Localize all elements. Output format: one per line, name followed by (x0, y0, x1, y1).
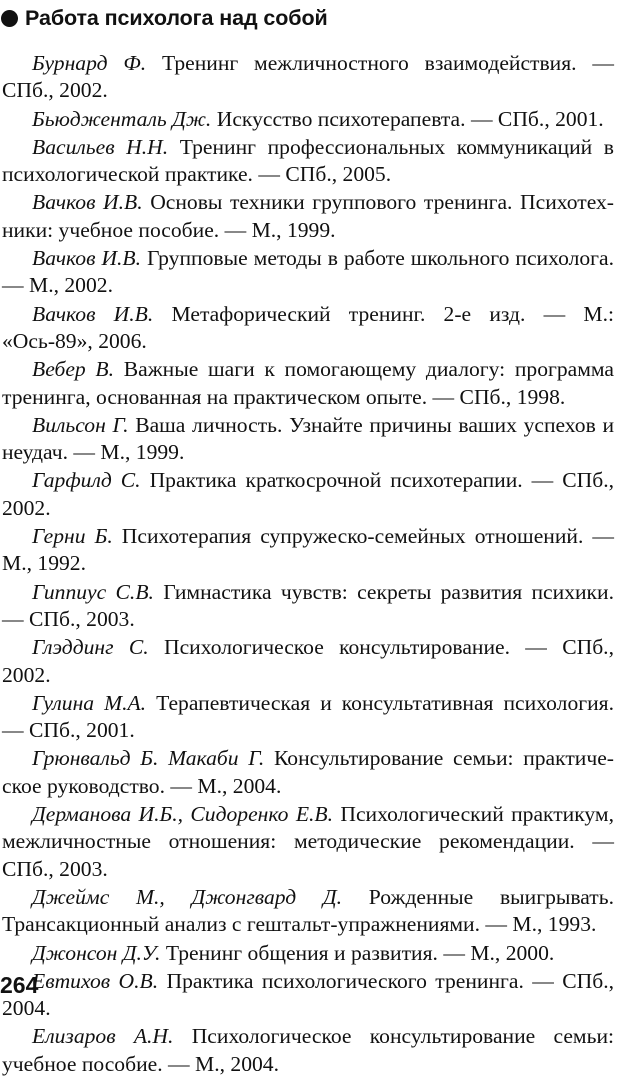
reference-list (2, 50, 614, 1079)
reference-author: Вачков И.В. (32, 246, 142, 271)
reference-entry (2, 523, 614, 578)
header-title: Работа психолога над собой (25, 5, 328, 30)
reference-entry (2, 412, 614, 467)
reference-entry (2, 745, 614, 800)
reference-entry (2, 940, 614, 967)
reference-entry (2, 579, 614, 634)
page-number: 264 (0, 972, 39, 998)
reference-entry (2, 884, 614, 939)
reference-author: Бьюдженталь Дж. (32, 106, 212, 131)
reference-entry (2, 356, 614, 411)
reference-author: Вильсон Г. (32, 412, 129, 437)
reference-author: Герни Б. (32, 524, 113, 549)
reference-text: Искусство психотерапевта. — СПб., 2001. (216, 106, 604, 131)
reference-text: Психотерапия супружеско-семейных отношений. — М., 1992. (2, 524, 614, 576)
reference-entry (2, 50, 614, 105)
reference-text: Тренинг профессиональных коммуникаций в психологической практике. — СПб., 2005. (2, 134, 614, 187)
reference-text: Консультирование семьи: практическое руководство. — М., 2004. (2, 746, 614, 798)
reference-entry (2, 634, 614, 689)
reference-text: Практика краткосрочной психотерапии. — СПб., 2002. (2, 468, 614, 520)
reference-text: Тренинг межличностного взаимодействия. — СПб., 2002. (2, 51, 614, 103)
reference-author: Вачков И.В. (32, 301, 154, 326)
reference-text: Основы техники группового тренинга. Психотехники: учебное пособие. — М., 1999. (2, 190, 614, 242)
reference-author: Бурнард Ф. (32, 51, 147, 75)
reference-author: Джеймс М., Джонгвард Д. (32, 884, 343, 909)
reference-text: Психологическое консультирование. — СПб., 2002. (2, 635, 614, 687)
reference-author: Дерманова И.Б., Сидоренко Е.В. (32, 802, 334, 827)
running-header (0, 2, 328, 34)
reference-author: Гиппиус С.В. (32, 579, 154, 604)
reference-author: Евтихов О.В. (32, 968, 159, 993)
reference-author: Вебер В. (32, 357, 115, 382)
reference-author: Васильев Н.Н. (32, 134, 169, 159)
reference-author: Вачков И.В. (32, 190, 143, 215)
reference-text: Рожденные выигрывать. Трансакционный анализ с гештальт-упражнениями. — М., 1993. (2, 884, 614, 937)
reference-entry (2, 106, 614, 133)
reference-author: Елизаров А.Н. (32, 1024, 174, 1049)
reference-text: Групповые методы в работе школьного психолога. — М., 2002. (2, 246, 614, 298)
reference-author: Грюнвальд Б. Макаби Г. (32, 746, 265, 771)
reference-entry (2, 968, 614, 1023)
reference-text: Метафорический тренинг. 2-е изд. — М.: «Ось-89», 2006. (2, 301, 614, 353)
reference-author: Гулина М.А. (32, 690, 147, 715)
reference-text: Психологический практикум, межличностные отношения: методические рекомендации. — СПб., 2003. (2, 802, 614, 881)
reference-entry (2, 467, 614, 522)
reference-entry (2, 301, 614, 356)
reference-entry (2, 1023, 614, 1078)
reference-text: Важные шаги к помогающему диалогу: программа тренинга, основанная на практическом опыте. — СПб., 1998. (2, 357, 615, 409)
reference-author: Гарфилд С. (32, 468, 141, 493)
reference-entry (2, 189, 614, 244)
reference-entry (2, 245, 614, 300)
reference-text: Психологическое консультирование семьи: учебное пособие. — М., 2004. (2, 1024, 614, 1076)
reference-text: Терапевтическая и консультативная психология. — СПб., 2001. (2, 690, 614, 743)
reference-text: Ваша личность. Узнайте причины ваших успехов и неудач. — М., 1999. (2, 412, 614, 465)
reference-text: Тренинг общения и развития. — М., 2000. (165, 940, 555, 965)
reference-author: Джонсон Д.У. (32, 940, 161, 965)
bullet-icon (1, 10, 18, 27)
reference-entry (2, 801, 614, 883)
reference-text: Практика психологического тренинга. — СПб., 2004. (2, 968, 614, 1021)
reference-author: Глэддинг С. (32, 635, 149, 660)
reference-entry (2, 134, 614, 189)
reference-text: Гимнастика чувств: секреты развития психики. — СПб., 2003. (2, 579, 614, 631)
reference-entry (2, 690, 614, 745)
